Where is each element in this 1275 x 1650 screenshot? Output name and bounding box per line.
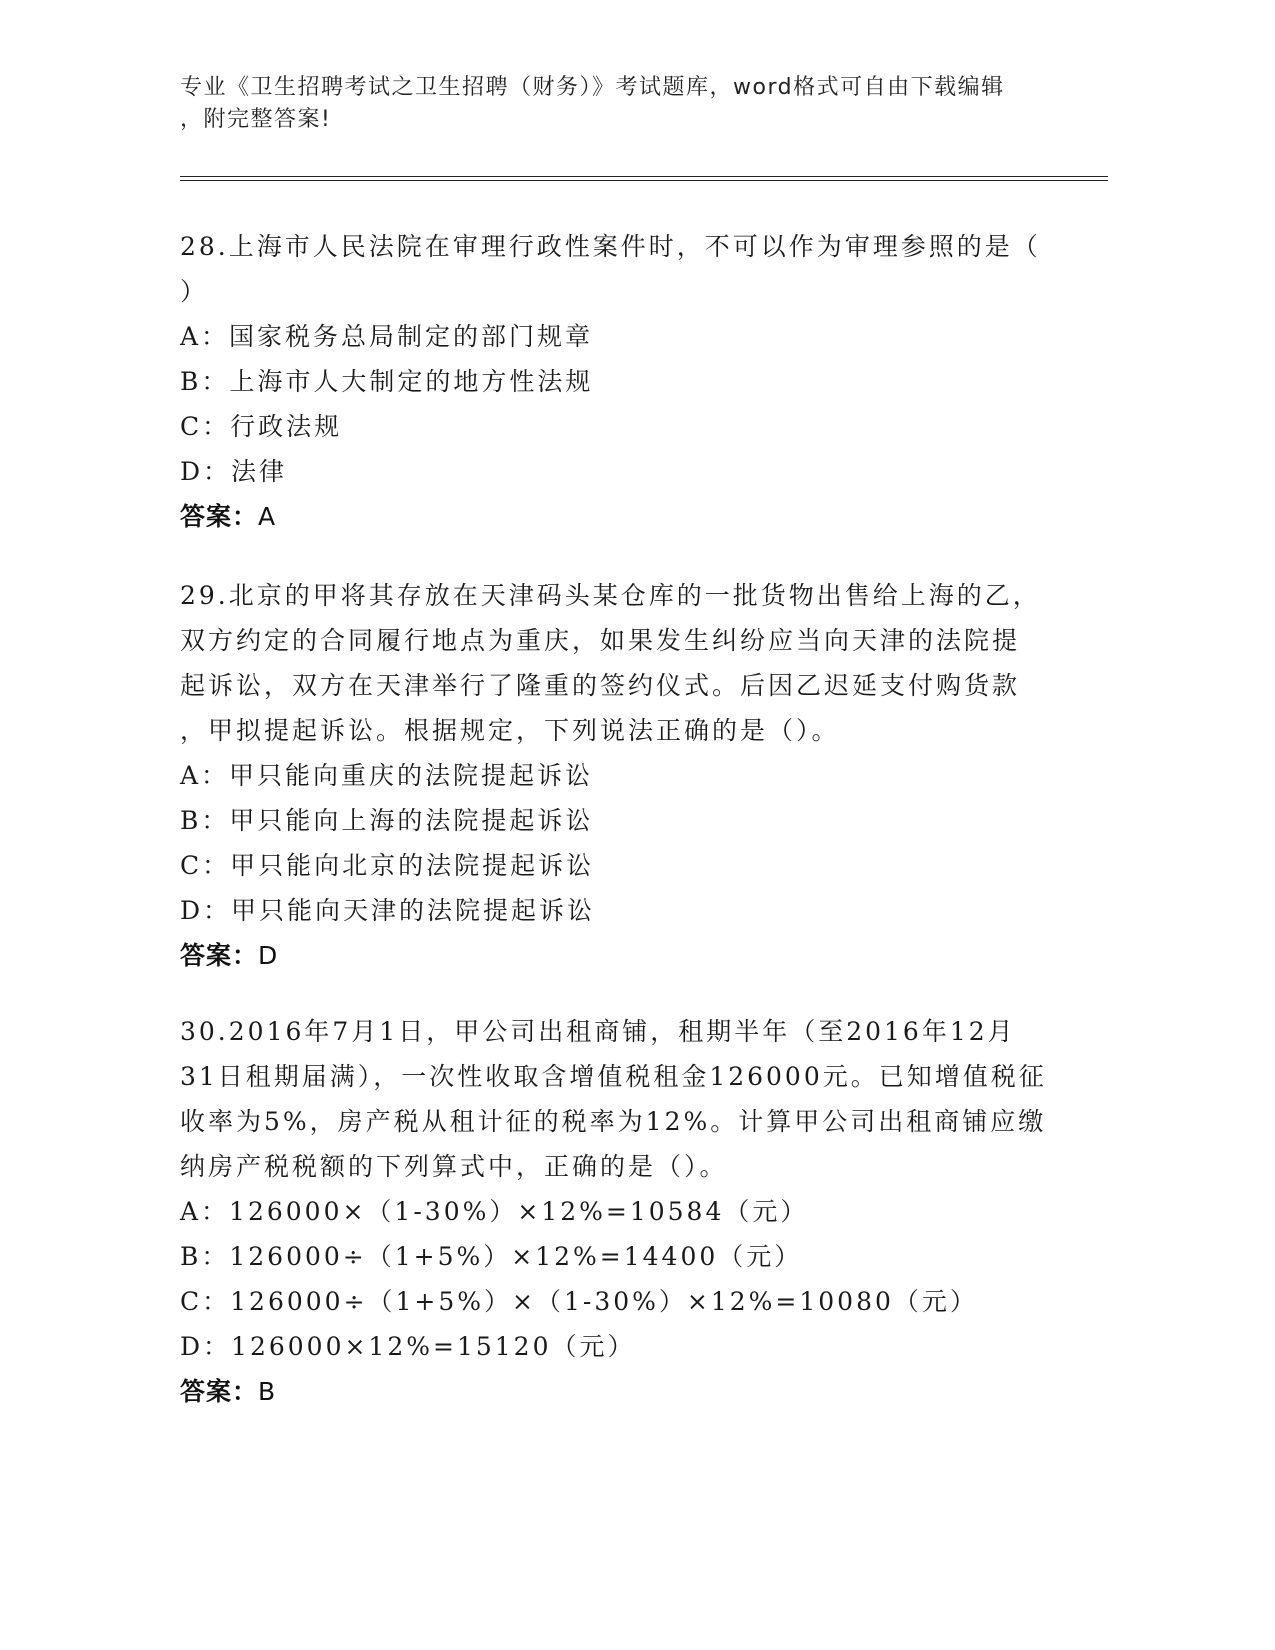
option-a: A：甲只能向重庆的法院提起诉讼 — [180, 761, 594, 790]
answer-line — [180, 494, 1080, 539]
question-text-line: ） — [180, 277, 209, 306]
question-text-line: 28.上海市人民法院在审理行政性案件时，不可以作为审理参照的是（ — [180, 232, 1041, 261]
option-b: B：126000÷（1+5%）×12%=14400（元） — [180, 1242, 803, 1271]
question-text-line: 收率为5%，房产税从租计征的税率为12%。计算甲公司出租商铺应缴 — [180, 1107, 1047, 1136]
question-text-line: ，甲拟提起诉讼。根据规定，下列说法正确的是（）。 — [180, 716, 840, 745]
option-d: D：126000×12%=15120（元） — [180, 1332, 636, 1361]
question-text-line: 31日租期届满），一次性收取含增值税租金126000元。已知增值税征 — [180, 1062, 1047, 1091]
option-b: B：甲只能向上海的法院提起诉讼 — [180, 806, 594, 835]
option-d: D：法律 — [180, 457, 288, 486]
option-a: A：126000×（1-30%）×12%=10584（元） — [180, 1197, 809, 1226]
option-b: B：上海市人大制定的地方性法规 — [180, 367, 594, 396]
option-d: D：甲只能向天津的法院提起诉讼 — [180, 896, 596, 925]
question-text-line: 双方约定的合同履行地点为重庆，如果发生纠纷应当向天津的法院提 — [180, 626, 1021, 655]
option-c: C：甲只能向北京的法院提起诉讼 — [180, 851, 595, 880]
document-header — [180, 72, 1060, 136]
answer-value: B — [258, 1377, 277, 1406]
question-text-line: 起诉讼，双方在天津举行了隆重的签约仪式。后因乙迟延支付购货款 — [180, 671, 1021, 700]
header-divider-bottom — [180, 180, 1108, 181]
answer-line — [180, 933, 1080, 978]
question-text-line: 纳房产税税额的下列算式中，正确的是（）。 — [180, 1152, 728, 1181]
answer-value: D — [258, 941, 279, 970]
question-text-line: 30.2016年7月1日，甲公司出租商铺，租期半年（至2016年12月 — [180, 1017, 1016, 1046]
option-a: A：国家税务总局制定的部门规章 — [180, 322, 594, 351]
header-line-2: ，附完整答案! — [180, 107, 332, 132]
question-text-line: 29.北京的甲将其存放在天津码头某仓库的一批货物出售给上海的乙， — [180, 581, 1041, 610]
question-30 — [180, 1009, 1080, 1414]
question-28 — [180, 224, 1080, 539]
answer-line — [180, 1369, 1080, 1414]
option-c: C：126000÷（1+5%）×（1-30%）×12%=10080（元） — [180, 1287, 978, 1316]
header-divider-top — [180, 176, 1108, 177]
answer-label: 答案： — [180, 1377, 259, 1406]
header-line-1: 专业《卫生招聘考试之卫生招聘（财务）》考试题库，word格式可自由下载编辑 — [180, 75, 1005, 100]
answer-value: A — [258, 502, 277, 531]
question-29 — [180, 573, 1080, 978]
answer-label: 答案： — [180, 502, 259, 531]
answer-label: 答案： — [180, 941, 259, 970]
option-c: C：行政法规 — [180, 412, 343, 441]
